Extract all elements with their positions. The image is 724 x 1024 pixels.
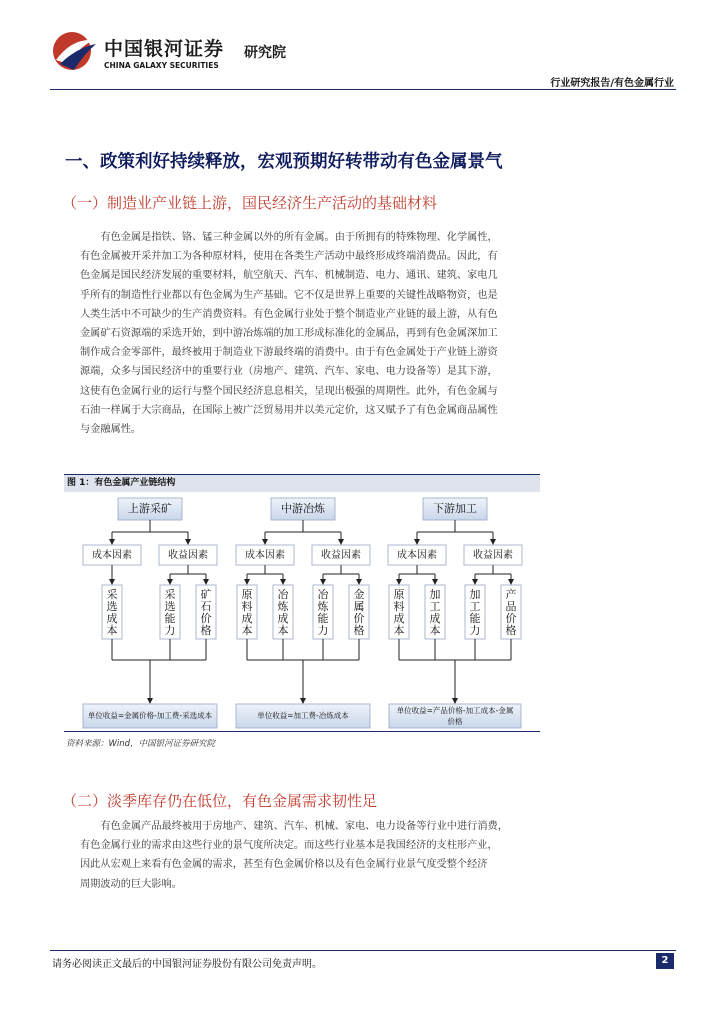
cost-item-label: 采选成本 — [106, 588, 118, 637]
subsection-title-1: （一）制造业产业链上游，国民经济生产活动的基础材料 — [62, 194, 438, 212]
income-factor-label: 收益因素 — [168, 550, 208, 561]
paragraph-line: 金属矿石资源端的采选开始，到中游冶炼端的加工形成标准化的金属品，再到有色金属深加工 — [80, 328, 498, 340]
figure-caption: 图 1：有色金属产业链结构 — [64, 475, 540, 492]
paragraph-line: 制作成合金零部件，最终被用于制造业下游最终端的消费中。由于有色金属处于产业链上游资 — [80, 347, 498, 359]
paragraph-line: 有色金属产品最终被用于房地产、建筑、汽车、机械、家电、电力设备等行业中进行消费， — [100, 821, 508, 832]
income-item-label: 冶炼能力 — [317, 588, 329, 637]
formula-label: 单位收益=加工费-冶炼成本 — [257, 711, 349, 720]
institute-label: 研究院 — [244, 45, 286, 61]
page-number: 2 — [656, 953, 674, 969]
paragraph-line: 有色金属是指铁、铬、锰三种金属以外的所有金属。由于所拥有的特殊物理、化学属性， — [100, 232, 498, 243]
company-logo-icon — [50, 30, 98, 72]
stage-label: 中游冶炼 — [281, 502, 325, 515]
income-item-label: 金属价格 — [353, 588, 365, 637]
formula-label: 单位收益=金属价格-加工费-采选成本 — [87, 711, 213, 720]
paragraph-line: 石油一样属于大宗商品，在国际上被广泛贸易用并以美元定价，这又赋予了有色金属商品属性 — [80, 404, 498, 416]
paragraph-2 — [80, 817, 546, 894]
income-factor-label: 收益因素 — [321, 550, 361, 561]
paragraph-line: 周期波动的巨大影响。 — [80, 878, 182, 890]
cost-item-label: 原料成本 — [241, 588, 253, 637]
paragraph-line: 与金融属性。 — [80, 424, 142, 436]
formula-label: 单位收益=产品价格-加工成本-金属价格 — [396, 706, 514, 726]
paragraph-line: 因此从宏观上来看有色金属的需求，甚至有色金属价格以及有色金属行业景气度受整个经济 — [80, 859, 488, 871]
figure-source: 资料来源：Wind，中国银河证券研究院 — [66, 739, 216, 749]
cost-item-label: 冶炼成本 — [277, 588, 289, 637]
income-item-label: 矿石价格 — [200, 588, 212, 637]
stage-label: 上游采矿 — [128, 502, 172, 515]
cost-factor-label: 成本因素 — [92, 550, 132, 561]
diagram-content — [83, 498, 522, 728]
paragraph-line: 这使有色金属行业的运行与整个国民经济息息相关，呈现出极强的周期性。此外，有色金属与 — [80, 385, 498, 397]
cost-item-label: 加工成本 — [429, 588, 441, 637]
paragraph-line: 有色金属行业的需求由这些行业的景气度所决定。而这些行业基本是我国经济的支柱形产业， — [80, 840, 498, 852]
figure-bottom-rule — [64, 731, 540, 732]
paragraph-line: 乎所有的制造性行业都以有色金属为生产基础。它不仅是世界上重要的关键性战略物资，也是 — [80, 289, 498, 301]
footer-disclaimer: 请务必阅读正文最后的中国银河证券股份有限公司免责声明。 — [52, 959, 322, 970]
cost-factor-label: 成本因素 — [245, 550, 285, 561]
cost-item-label: 原料成本 — [393, 588, 405, 637]
report-type: 行业研究报告/有色金属行业 — [550, 78, 674, 89]
paragraph-line: 人类生活中不可缺少的生产消费资料。有色金属行业处于整个制造业产业链的最上游，从有色 — [80, 308, 498, 320]
income-item-label: 采选能力 — [164, 588, 176, 637]
income-item-label: 加工能力 — [469, 588, 481, 637]
stage-label: 下游加工 — [433, 502, 477, 515]
paragraph-line: 源端，众多与国民经济中的重要行业（房地产、建筑、汽车、家电、电力设备等）是其下游， — [80, 366, 498, 378]
paragraph-line: 色金属是国民经济发展的重要材料，航空航天、汽车、机械制造、电力、通讯、建筑、家电几 — [80, 270, 498, 282]
industry-chain-diagram — [64, 492, 540, 732]
paragraph-1 — [80, 228, 546, 439]
section-title: 一、政策利好持续释放，宏观预期好转带动有色金属景气 — [65, 152, 503, 172]
company-name-cn: 中国银河证券 — [104, 38, 225, 60]
subsection-title-2: （二）淡季库存仍在低位，有色金属需求韧性足 — [62, 792, 378, 810]
header-divider — [50, 89, 676, 90]
paragraph-line: 有色金属被开采并加工为各种原材料，使用在各类生产活动中最终形成终端消费品。因此，有 — [80, 251, 498, 263]
footer-divider — [50, 950, 676, 951]
income-factor-label: 收益因素 — [473, 550, 513, 561]
cost-factor-label: 成本因素 — [397, 550, 437, 561]
company-name-en: CHINA GALAXY SECURITIES — [104, 61, 219, 70]
income-item-label: 产品价格 — [505, 588, 517, 637]
